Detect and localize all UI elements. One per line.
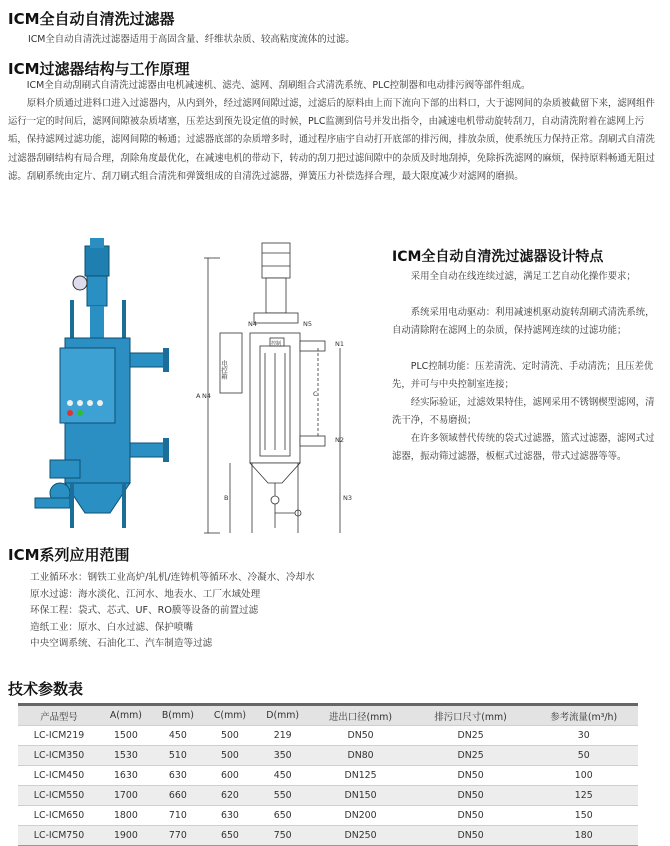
cell: DN25: [412, 726, 530, 746]
cell: 150: [529, 806, 638, 826]
control-box-label: 电控箱: [220, 360, 228, 380]
feature-4: 经实际验证，过滤效果特佳，滤网采用不锈钢楔型滤网，清洗干净，不易磨损；: [392, 397, 655, 427]
cell: DN50: [412, 766, 530, 786]
cell: 630: [152, 766, 204, 786]
table-row: [18, 766, 638, 786]
cell: 219: [256, 726, 309, 746]
cell: LC-ICM450: [18, 766, 100, 786]
section-title-applications: ICM系列应用范围: [8, 546, 130, 564]
top-label: 控制: [271, 341, 282, 347]
cell: DN250: [309, 826, 411, 846]
port-label-n3: N3: [343, 494, 352, 502]
column-header: B(mm): [152, 705, 204, 726]
list-item: 环保工程：袋式、芯式、UF、RO膜等设备的前置过滤: [30, 605, 259, 616]
list-item: 造纸工业：原水、白水过滤、保护喷嘴: [30, 621, 194, 633]
dim-label-b: B: [224, 494, 229, 502]
table-row: [18, 726, 638, 746]
parameter-table: [18, 703, 638, 846]
feature-5: 在许多领域替代传统的袋式过滤器，篮式过滤器，滤网式过滤器，振动筛过滤器，板框式过滤器，带式过滤器等等。: [392, 433, 655, 463]
cell: 450: [152, 726, 204, 746]
dim-label-c: C: [313, 390, 318, 398]
filter-dimension-drawing: [190, 238, 370, 538]
product-intro: ICM全自动自清洗过滤器适用于高固含量、纤维状杂质、较高粘度流体的过滤。: [28, 34, 355, 45]
cell: 650: [204, 826, 256, 846]
cell: 500: [204, 726, 256, 746]
cell: DN80: [309, 746, 411, 766]
port-label-n4: N4: [248, 320, 257, 328]
cell: 50: [529, 746, 638, 766]
column-header: 进出口径(mm): [309, 705, 411, 726]
cell: DN25: [412, 746, 530, 766]
cell: 650: [256, 806, 309, 826]
cell: 620: [204, 786, 256, 806]
feature-1: 采用全自动在线连续过滤，满足工艺自动化操作要求；: [410, 271, 636, 282]
feature-3: PLC控制功能：压差清洗、定时清洗、手动清洗；且压差优先，并可与中央控制室连接；: [392, 361, 654, 391]
cell: LC-ICM650: [18, 806, 100, 826]
cell: 180: [529, 826, 638, 846]
column-header: D(mm): [256, 705, 309, 726]
cell: DN150: [309, 786, 411, 806]
column-header: 排污口尺寸(mm): [412, 705, 530, 726]
dim-label-a: N4: [202, 392, 211, 400]
cell: 510: [152, 746, 204, 766]
cell: 350: [256, 746, 309, 766]
structure-paragraph-1: ICM全自动刮刷式自清洗过滤器由电机减速机、滤壳、滤网、刮刷组合式清洗系统、PLC控制器和电动排污阀等部件组成。: [26, 80, 531, 91]
cell: 660: [152, 786, 204, 806]
cell: DN125: [309, 766, 411, 786]
cell: 125: [529, 786, 638, 806]
section-title-product: ICM全自动自清洗过滤器: [8, 10, 175, 28]
cell: 600: [204, 766, 256, 786]
filter-product-image: [30, 238, 180, 533]
cell: DN50: [309, 726, 411, 746]
cell: DN200: [309, 806, 411, 826]
list-item: 工业循环水：钢铁工业高炉/轧机/连铸机等循环水、冷凝水、冷却水: [30, 572, 315, 583]
table-row: [18, 746, 638, 766]
cell: LC-ICM350: [18, 746, 100, 766]
cell: 550: [256, 786, 309, 806]
application-list: [30, 570, 315, 653]
table-row: [18, 806, 638, 826]
section-title-params: 技术参数表: [8, 680, 84, 698]
column-header: A(mm): [100, 705, 152, 726]
cell: 1800: [100, 806, 152, 826]
cell: DN50: [412, 826, 530, 846]
cell: 1700: [100, 786, 152, 806]
cell: 770: [152, 826, 204, 846]
port-label-n2: N2: [335, 436, 344, 444]
column-header: 产品型号: [18, 705, 100, 726]
column-header: 参考流量(m³/h): [529, 705, 638, 726]
port-label-n1: N1: [335, 340, 344, 348]
cell: 710: [152, 806, 204, 826]
cell: DN50: [412, 786, 530, 806]
structure-paragraph-2: 原料介质通过进料口进入过滤器内，从内到外，经过滤网间隙过滤，过滤后的原料由上而下流向下部的出料口，大于滤网间的杂质被截留下来，滤网组件运行一定的时间后，滤网间隙被杂质堵塞，压差达到预先设定值的时候，PLC监测到信号并发出指令，由减速电机带动旋转刮刀，自动清洗附着在滤网上污垢，保持滤网过滤功能，滤网间隙的畅通；过滤器底部的杂质增多时，通过程序庙宇自动打开底部的排污阀，排放杂质，使系统压力保持正常。刮刷式自清洗过滤器刮刷结构有局合理，刮除角度最优化，在减速电机的带动下，转动的刮刀把过滤间隙中的杂质及时地刮掉，免除拆洗滤网的麻烦，保持原料畅通无阻过滤。刮刷系统由定片、刮刀刷式组合清洗和弹簧组成的自清洗过滤器，弹簧压力补偿选择合理，最大限度减少对滤网的磨损。: [8, 98, 655, 182]
section-title-features: ICM全自动自清洗过滤器设计特点: [392, 249, 604, 265]
table-header-row: [18, 705, 638, 726]
cell: 750: [256, 826, 309, 846]
dim-label-a-main: A: [196, 392, 201, 400]
cell: 1500: [100, 726, 152, 746]
list-item: 原水过滤：海水淡化、江河水、地表水、工厂水域处理: [30, 588, 261, 600]
cell: 630: [204, 806, 256, 826]
cell: 1630: [100, 766, 152, 786]
cell: 100: [529, 766, 638, 786]
cell: LC-ICM550: [18, 786, 100, 806]
table-row: [18, 786, 638, 806]
feature-2: 系统采用电动驱动：利用减速机驱动旋转刮刷式清洗系统，自动清除附在滤网上的杂质，保持滤网连续的过滤功能；: [392, 307, 655, 337]
cell: 450: [256, 766, 309, 786]
cell: LC-ICM750: [18, 826, 100, 846]
column-header: C(mm): [204, 705, 256, 726]
section-title-structure: ICM过滤器结构与工作原理: [8, 60, 190, 78]
table-row: [18, 826, 638, 846]
cell: 30: [529, 726, 638, 746]
port-label-n5: N5: [303, 320, 312, 328]
cell: DN50: [412, 806, 530, 826]
cell: 500: [204, 746, 256, 766]
cell: LC-ICM219: [18, 726, 100, 746]
cell: 1530: [100, 746, 152, 766]
list-item: 中央空调系统、石油化工、汽车制造等过滤: [30, 638, 213, 649]
cell: 1900: [100, 826, 152, 846]
